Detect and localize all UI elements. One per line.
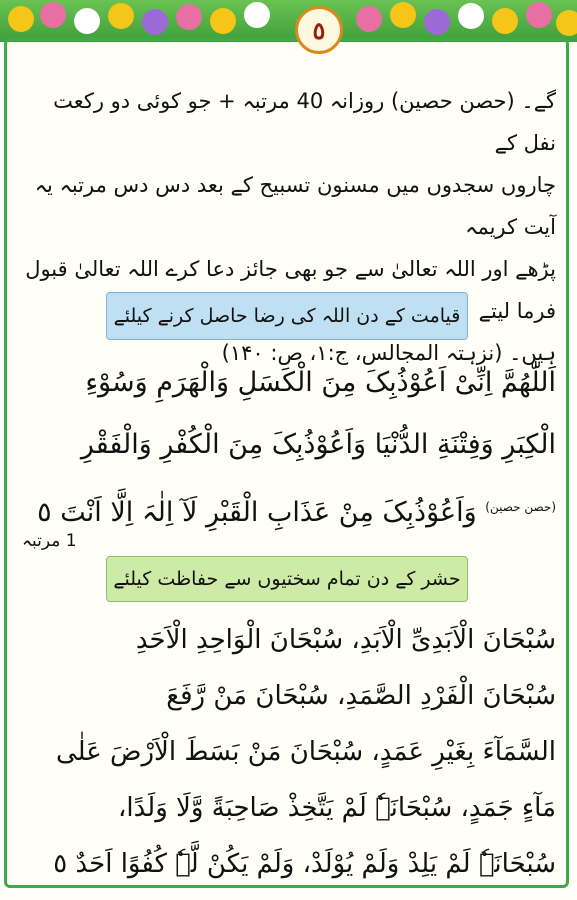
floral-header-border	[0, 0, 577, 42]
dua-line: سُبْحَانَ الْفَرْدِ الصَّمَدِ، سُبْحَانَ مَنْ رَّفَعَ	[166, 681, 556, 711]
section-heading-1: قیامت کے دن اللہ کی رضا حاصل کرنے کیلئے	[106, 292, 468, 340]
dua-line: $^{(حصن حصین)}$ وَاَعُوْذُبِکَ مِنْ عَذَابِ الْقَبْرِ لَآ اِلٰہَ اِلَّا اَنْتَ ٥	[37, 497, 556, 528]
dua-1	[22, 352, 556, 544]
repetition-count: 1 مرتبہ	[22, 531, 77, 551]
dua-reference: (حصن حصین)	[485, 500, 556, 514]
dua-line: السَّمَآءَ بِغَیْرِ عَمَدٍ، سُبْحَانَ مَنْ بَسَطَ الْاَرْضَ عَلٰی	[55, 737, 556, 767]
dua-line: سُبْحَانَہٗ لَمْ یَلِدْ وَلَمْ یُوْلَدْ، وَلَمْ یَکُنْ لَّہٗ کُفُوًا اَحَدٌ ٥	[53, 849, 556, 879]
section-heading-2: حشر کے دن تمام سختیوں سے حفاظت کیلئے	[106, 556, 468, 602]
paragraph-line: گے۔ (حصن حصین) روزانہ 40 مرتبہ + جو کوئی دو رکعت نفل کے	[53, 89, 556, 155]
paragraph-line: پڑھے اور اللہ تعالیٰ سے جو بھی جائز دعا کرے اللہ تعالیٰ قبول فرما لیتے	[25, 257, 556, 323]
dua-2	[22, 612, 556, 892]
page-number-badge	[295, 6, 343, 54]
paragraph-line: چاروں سجدوں میں مسنون تسبیح کے بعد دس دس مرتبہ یہ آیت کریمہ	[34, 173, 556, 239]
paragraph-line: ہیں۔ (نزہتہ المجالس، ج:۱، ص: ۱۴۰)	[221, 341, 556, 365]
dua-line: الْکِبَرِ وَفِتْنَةِ الدُّنْیَا وَاَعُوْذُبِکَ مِنَ الْکُفْرِ وَالْفَقْرِ	[80, 429, 556, 460]
page-number: ٥	[312, 15, 326, 45]
dua-line: مَآءٍ جَمَدٍ، سُبْحَانَہٗ لَمْ یَتَّخِذْ صَاحِبَةً وَّلَا وَلَدًا،	[118, 793, 556, 823]
dua-line: اَللّٰھُمَّ اِنِّیْ اَعُوْذُبِکَ مِنَ الْکَسَلِ وَالْھَرَمِ وَسُوْءِ	[85, 367, 556, 398]
dua-line: سُبْحَانَ الْاَبَدِیِّ الْاَبَدِ، سُبْحَانَ الْوَاحِدِ الْاَحَدِ	[135, 625, 556, 655]
